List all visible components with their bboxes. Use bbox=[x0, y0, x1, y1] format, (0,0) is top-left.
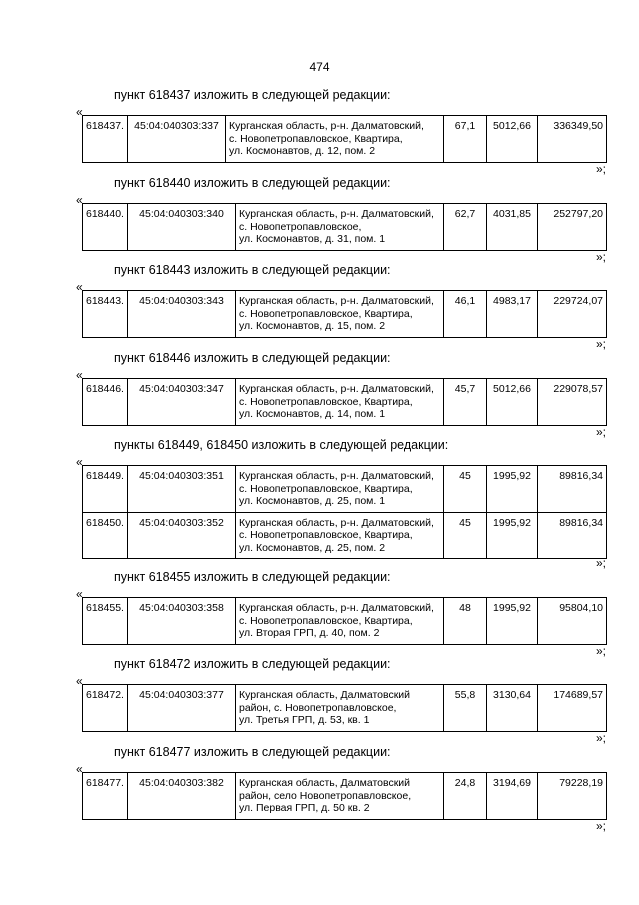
table-row bbox=[83, 685, 607, 732]
item-number: 618440. bbox=[83, 204, 128, 251]
amendment-table bbox=[82, 115, 607, 163]
cadastral-value: 252797,20 bbox=[538, 204, 607, 251]
amendment-table bbox=[82, 465, 607, 559]
table-row bbox=[83, 598, 607, 645]
area-value: 55,8 bbox=[444, 685, 487, 732]
amendment-heading: пункт 618440 изложить в следующей редакции: bbox=[114, 176, 391, 190]
specific-value: 3130,64 bbox=[487, 685, 538, 732]
amendment-heading: пункт 618477 изложить в следующей редакции: bbox=[114, 745, 391, 759]
area-value: 48 bbox=[444, 598, 487, 645]
table-row bbox=[83, 116, 607, 163]
address bbox=[236, 598, 444, 645]
address-line: ул. Вторая ГРП, д. 40, пом. 2 bbox=[239, 627, 380, 639]
amendment-table bbox=[82, 772, 607, 820]
amendment-heading: пункт 618455 изложить в следующей редакции: bbox=[114, 570, 391, 584]
area-value: 24,8 bbox=[444, 773, 487, 820]
open-quote-mark: « bbox=[76, 455, 83, 469]
open-quote-mark: « bbox=[76, 105, 83, 119]
address-line: Курганская область, р-н. Далматовский, bbox=[239, 470, 434, 482]
specific-value: 3194,69 bbox=[487, 773, 538, 820]
item-number: 618472. bbox=[83, 685, 128, 732]
item-number: 618455. bbox=[83, 598, 128, 645]
address bbox=[236, 204, 444, 251]
close-quote-mark: »; bbox=[596, 819, 607, 833]
cadastral-number: 45:04:040303:343 bbox=[128, 291, 236, 338]
amendment-table bbox=[82, 378, 607, 426]
area-value: 62,7 bbox=[444, 204, 487, 251]
open-quote-mark: « bbox=[76, 674, 83, 688]
address-line: ул. Первая ГРП, д. 50 кв. 2 bbox=[239, 802, 370, 814]
address-line: ул. Космонавтов, д. 14, пом. 1 bbox=[239, 408, 386, 420]
close-quote-mark: »; bbox=[596, 425, 607, 439]
amendment-table bbox=[82, 684, 607, 732]
specific-value: 5012,66 bbox=[487, 379, 538, 426]
address-line: Курганская область, р-н. Далматовский, bbox=[239, 208, 434, 220]
address-line: с. Новопетропавловское, Квартира, bbox=[229, 132, 403, 145]
cadastral-value: 229724,07 bbox=[538, 291, 607, 338]
address-line: район, село Новопетропавловское, bbox=[239, 789, 412, 802]
address-line: Курганская область, р-н. Далматовский, bbox=[239, 602, 434, 614]
cadastral-value: 95804,10 bbox=[538, 598, 607, 645]
open-quote-mark: « bbox=[76, 280, 83, 294]
table-row bbox=[83, 773, 607, 820]
specific-value: 1995,92 bbox=[487, 598, 538, 645]
item-number: 618477. bbox=[83, 773, 128, 820]
cadastral-value: 229078,57 bbox=[538, 379, 607, 426]
address-line: ул. Космонавтов, д. 25, пом. 1 bbox=[239, 495, 386, 507]
address-line: Курганская область, р-н. Далматовский, bbox=[239, 295, 434, 307]
address bbox=[236, 685, 444, 732]
amendment-heading: пункт 618443 изложить в следующей редакции: bbox=[114, 263, 391, 277]
cadastral-number: 45:04:040303:337 bbox=[128, 116, 226, 163]
area-value: 46,1 bbox=[444, 291, 487, 338]
amendment-heading: пункт 618437 изложить в следующей редакции: bbox=[114, 88, 391, 102]
close-quote-mark: »; bbox=[596, 162, 607, 176]
open-quote-mark: « bbox=[76, 762, 83, 776]
amendment-heading: пункты 618449, 618450 изложить в следующей редакции: bbox=[114, 438, 449, 452]
address-line: Курганская область, Далматовский bbox=[239, 777, 411, 789]
address-line: Курганская область, р-н. Далматовский, bbox=[239, 383, 434, 395]
address bbox=[236, 291, 444, 338]
amendment-table bbox=[82, 597, 607, 645]
table-row bbox=[83, 204, 607, 251]
cadastral-number: 45:04:040303:352 bbox=[128, 512, 236, 559]
area-value: 45 bbox=[444, 512, 487, 559]
cadastral-value: 89816,34 bbox=[538, 512, 607, 559]
open-quote-mark: « bbox=[76, 368, 83, 382]
address-line: с. Новопетропавловское, Квартира, bbox=[239, 307, 413, 320]
cadastral-value: 79228,19 bbox=[538, 773, 607, 820]
close-quote-mark: »; bbox=[596, 337, 607, 351]
area-value: 45 bbox=[444, 466, 487, 513]
address-line: ул. Космонавтов, д. 15, пом. 2 bbox=[239, 320, 386, 332]
table-row bbox=[83, 379, 607, 426]
address bbox=[236, 379, 444, 426]
close-quote-mark: »; bbox=[596, 250, 607, 264]
area-value: 67,1 bbox=[444, 116, 487, 163]
item-number: 618437. bbox=[83, 116, 128, 163]
address-line: с. Новопетропавловское, Квартира, bbox=[239, 395, 413, 408]
table-row bbox=[83, 512, 607, 559]
close-quote-mark: »; bbox=[596, 731, 607, 745]
address-line: район, с. Новопетропавловское, bbox=[239, 701, 397, 714]
table-row bbox=[83, 466, 607, 513]
address-line: ул. Космонавтов, д. 31, пом. 1 bbox=[239, 233, 386, 245]
specific-value: 1995,92 bbox=[487, 512, 538, 559]
cadastral-number: 45:04:040303:340 bbox=[128, 204, 236, 251]
open-quote-mark: « bbox=[76, 193, 83, 207]
address-line: Курганская область, Далматовский bbox=[239, 689, 411, 701]
address bbox=[236, 773, 444, 820]
specific-value: 5012,66 bbox=[487, 116, 538, 163]
cadastral-number: 45:04:040303:377 bbox=[128, 685, 236, 732]
address-line: с. Новопетропавловское, Квартира, bbox=[239, 482, 413, 495]
open-quote-mark: « bbox=[76, 587, 83, 601]
address-line: с. Новопетропавловское, Квартира, bbox=[239, 529, 413, 541]
cadastral-number: 45:04:040303:351 bbox=[128, 466, 236, 513]
close-quote-mark: »; bbox=[596, 644, 607, 658]
item-number: 618446. bbox=[83, 379, 128, 426]
item-number: 618443. bbox=[83, 291, 128, 338]
table-row bbox=[83, 291, 607, 338]
amendment-table bbox=[82, 290, 607, 338]
amendment-table bbox=[82, 203, 607, 251]
amendment-heading: пункт 618446 изложить в следующей редакции: bbox=[114, 351, 391, 365]
address bbox=[236, 512, 444, 559]
item-number: 618450. bbox=[83, 512, 128, 559]
address bbox=[236, 466, 444, 513]
address bbox=[226, 116, 444, 163]
area-value: 45,7 bbox=[444, 379, 487, 426]
address-line: ул. Космонавтов, д. 12, пом. 2 bbox=[229, 145, 376, 157]
specific-value: 4031,85 bbox=[487, 204, 538, 251]
address-line: Курганская область, р-н. Далматовский, bbox=[239, 516, 434, 529]
amendment-heading: пункт 618472 изложить в следующей редакции: bbox=[114, 657, 391, 671]
item-number: 618449. bbox=[83, 466, 128, 513]
cadastral-number: 45:04:040303:358 bbox=[128, 598, 236, 645]
address-line: с. Новопетропавловское, Квартира, bbox=[239, 614, 413, 627]
cadastral-value: 89816,34 bbox=[538, 466, 607, 513]
specific-value: 4983,17 bbox=[487, 291, 538, 338]
address-line: ул. Космонавтов, д. 25, пом. 2 bbox=[239, 541, 386, 554]
address-line: Курганская область, р-н. Далматовский, bbox=[229, 120, 424, 132]
close-quote-mark: »; bbox=[596, 556, 607, 570]
cadastral-number: 45:04:040303:347 bbox=[128, 379, 236, 426]
address-line: с. Новопетропавловское, bbox=[239, 220, 362, 233]
page-number: 474 bbox=[309, 60, 330, 74]
specific-value: 1995,92 bbox=[487, 466, 538, 513]
cadastral-number: 45:04:040303:382 bbox=[128, 773, 236, 820]
cadastral-value: 174689,57 bbox=[538, 685, 607, 732]
cadastral-value: 336349,50 bbox=[538, 116, 607, 163]
address-line: ул. Третья ГРП, д. 53, кв. 1 bbox=[239, 714, 370, 726]
